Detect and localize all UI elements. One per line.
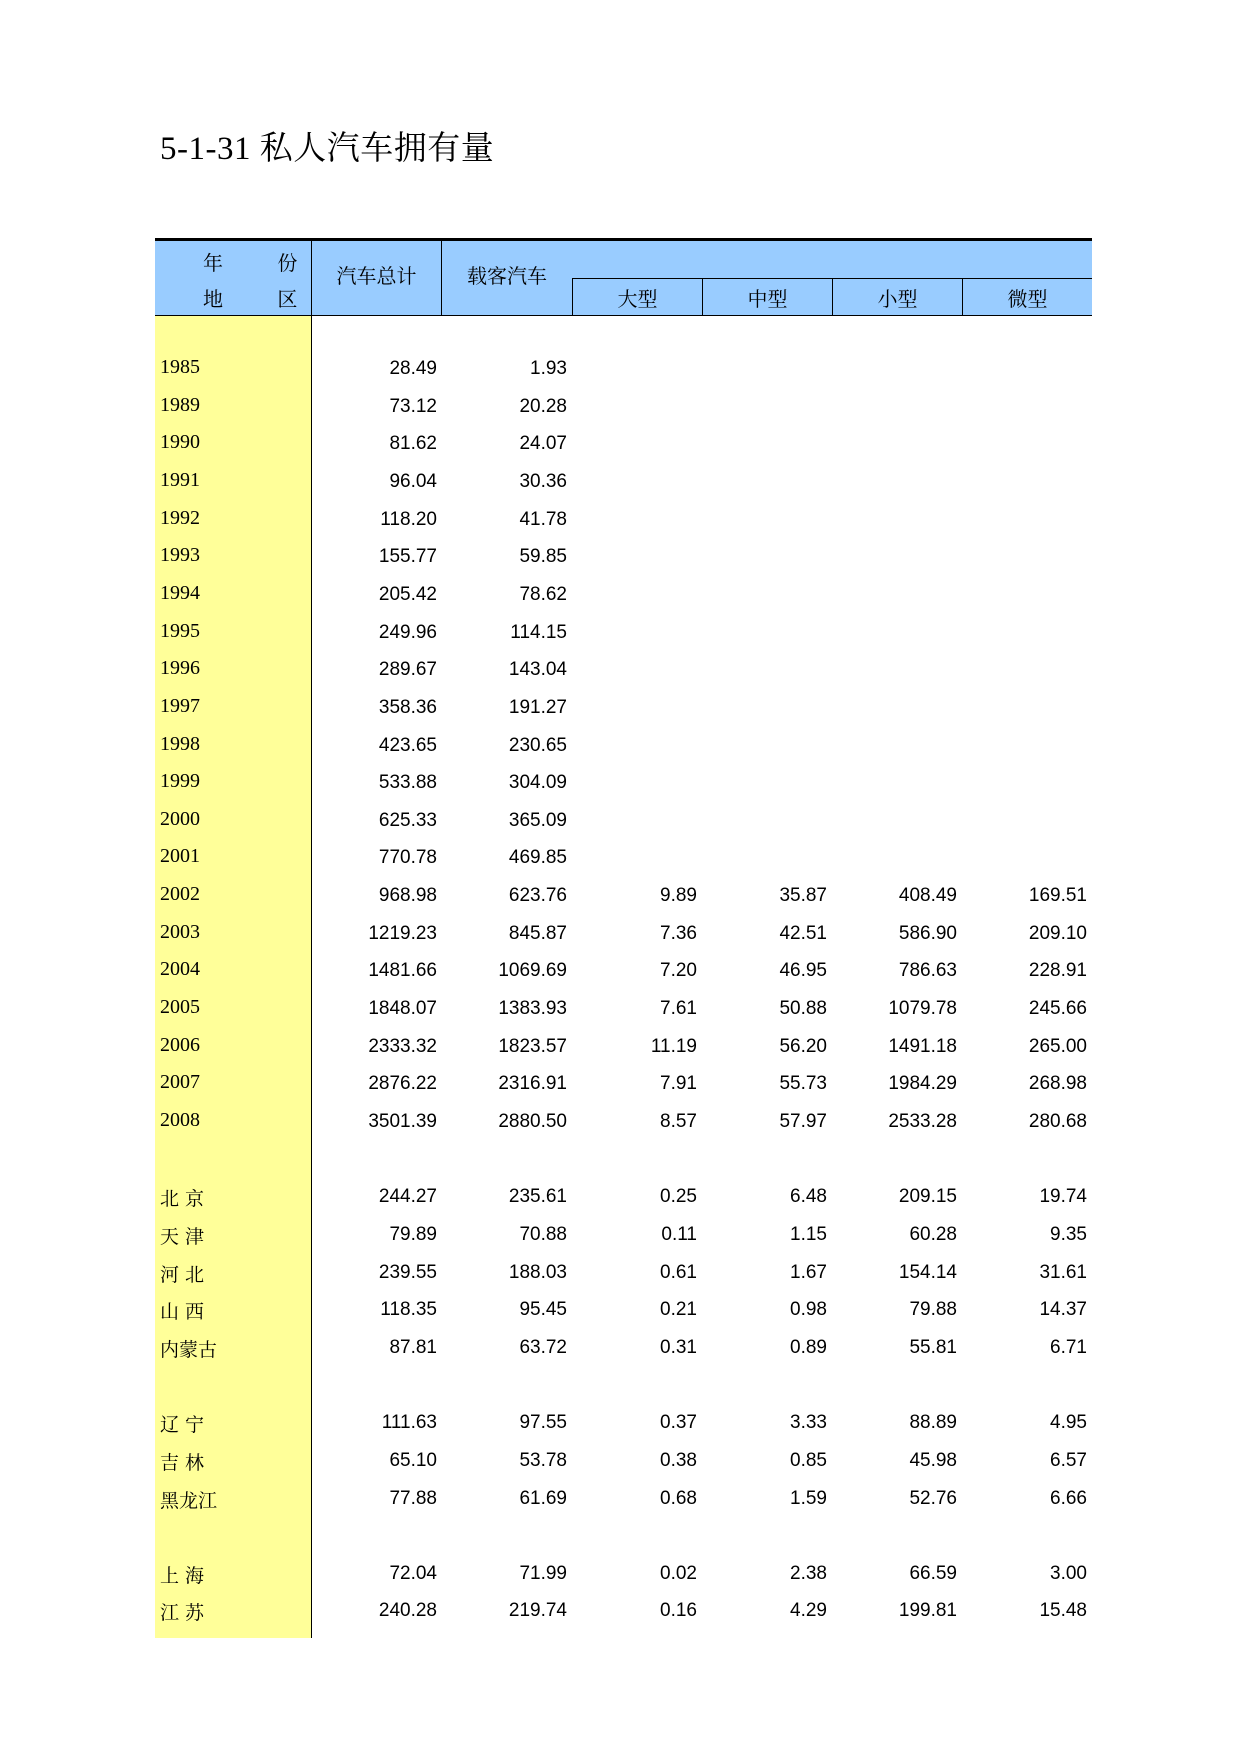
row-label: 北 京 <box>160 1188 205 1211</box>
row-label: 1989 <box>160 393 200 416</box>
table-cell: 24.07 <box>519 433 567 455</box>
table-row <box>155 389 1092 423</box>
table-row <box>155 991 1092 1025</box>
table-cell: 9.89 <box>660 885 697 907</box>
table-row <box>155 1556 1092 1590</box>
table-cell: 2333.32 <box>368 1035 437 1057</box>
table-cell: 4.95 <box>1050 1412 1087 1434</box>
header-total: 汽车总计 <box>312 241 442 315</box>
table-cell: 1.67 <box>790 1261 827 1283</box>
row-label: 天 津 <box>160 1225 205 1248</box>
table-cell: 1219.23 <box>368 922 437 944</box>
page-title: 5-1-31 私人汽车拥有量 <box>160 131 495 167</box>
table-cell: 1079.78 <box>888 998 957 1020</box>
table-cell: 7.91 <box>660 1073 697 1095</box>
table-cell: 88.89 <box>909 1412 957 1434</box>
table-cell: 79.89 <box>389 1223 437 1245</box>
table-cell: 1848.07 <box>368 998 437 1020</box>
row-label: 黑龙江 <box>160 1489 218 1512</box>
header-medium: 中型 <box>702 279 832 315</box>
row-label: 1990 <box>160 431 200 454</box>
table-cell: 0.89 <box>790 1336 827 1358</box>
row-label: 1999 <box>160 770 200 793</box>
table-cell: 586.90 <box>898 922 957 944</box>
header-mini: 微型 <box>962 279 1092 315</box>
table-cell: 1491.18 <box>888 1035 957 1057</box>
table-row <box>155 1443 1092 1477</box>
row-label: 山 西 <box>160 1301 205 1324</box>
table-cell: 1383.93 <box>498 998 567 1020</box>
table-row <box>155 539 1092 573</box>
table-cell: 56.20 <box>779 1035 827 1057</box>
table-cell: 71.99 <box>519 1562 567 1584</box>
table-row <box>155 1179 1092 1213</box>
table-cell: 95.45 <box>519 1299 567 1321</box>
row-label: 2002 <box>160 883 200 906</box>
table-row <box>155 1518 1092 1552</box>
table-cell: 6.48 <box>790 1186 827 1208</box>
table-cell: 249.96 <box>378 621 437 643</box>
table-cell: 0.85 <box>790 1449 827 1471</box>
table-cell: 14.37 <box>1039 1299 1087 1321</box>
table-row <box>155 1405 1092 1439</box>
table-cell: 230.65 <box>508 734 567 756</box>
table-cell: 155.77 <box>378 546 437 568</box>
table-cell: 4.29 <box>790 1600 827 1622</box>
table-cell: 154.14 <box>898 1261 957 1283</box>
table-cell: 0.11 <box>661 1223 697 1245</box>
table-row <box>155 1481 1092 1515</box>
row-label: 1985 <box>160 356 200 378</box>
table-cell: 770.78 <box>378 847 437 869</box>
table-row <box>155 351 1092 385</box>
table-cell: 0.31 <box>660 1336 697 1358</box>
table-cell: 50.88 <box>779 998 827 1020</box>
table-cell: 55.73 <box>779 1073 827 1095</box>
table-cell: 41.78 <box>519 508 567 530</box>
table-row <box>155 765 1092 799</box>
header-region-label: 地 区 <box>203 287 322 311</box>
table-cell: 70.88 <box>519 1223 567 1245</box>
table-cell: 423.65 <box>378 734 437 756</box>
table-cell: 15.48 <box>1039 1600 1087 1622</box>
table-row <box>155 840 1092 874</box>
table-cell: 1.59 <box>790 1487 827 1509</box>
table-cell: 1.93 <box>530 358 567 379</box>
row-label: 2007 <box>160 1071 200 1094</box>
row-label: 2008 <box>160 1109 200 1131</box>
table-cell: 1823.57 <box>498 1035 567 1057</box>
table-cell: 245.66 <box>1028 998 1087 1020</box>
table-cell: 244.27 <box>378 1186 437 1208</box>
table-cell: 77.88 <box>389 1487 437 1509</box>
row-label: 江 苏 <box>160 1602 205 1625</box>
table-row <box>155 426 1092 460</box>
table-cell: 35.87 <box>779 885 827 907</box>
table-cell: 118.20 <box>380 508 437 530</box>
table-row <box>155 1292 1092 1326</box>
table-cell: 0.37 <box>660 1412 697 1434</box>
row-label: 上 海 <box>160 1564 205 1587</box>
table-row <box>155 728 1092 762</box>
table-cell: 0.98 <box>790 1299 827 1321</box>
table-cell: 3501.39 <box>368 1111 437 1132</box>
table-cell: 63.72 <box>519 1336 567 1358</box>
table-row <box>155 690 1092 724</box>
row-label: 2006 <box>160 1033 200 1056</box>
table-cell: 72.04 <box>389 1562 437 1584</box>
row-label: 辽 宁 <box>160 1414 205 1437</box>
table-row <box>155 615 1092 649</box>
table-cell: 60.28 <box>909 1223 957 1245</box>
table-cell: 289.67 <box>378 659 437 681</box>
table-row <box>155 1142 1092 1176</box>
table-row <box>155 1029 1092 1063</box>
table-row <box>155 1217 1092 1251</box>
table-cell: 87.81 <box>389 1336 437 1358</box>
table-cell: 188.03 <box>508 1261 567 1283</box>
table-cell: 2880.50 <box>498 1111 567 1132</box>
table-cell: 111.63 <box>381 1412 437 1434</box>
table-cell: 31.61 <box>1039 1261 1087 1283</box>
row-label: 1993 <box>160 544 200 567</box>
table-cell: 235.61 <box>508 1186 567 1208</box>
table-cell: 358.36 <box>378 696 437 718</box>
row-label: 内蒙古 <box>160 1338 218 1361</box>
table-cell: 73.12 <box>389 395 437 417</box>
row-label: 1996 <box>160 657 200 680</box>
table-row <box>155 803 1092 837</box>
table-cell: 28.49 <box>389 358 437 379</box>
table-cell: 365.09 <box>508 809 567 831</box>
table-cell: 118.35 <box>380 1299 437 1321</box>
table-cell: 96.04 <box>389 470 437 492</box>
table-cell: 1069.69 <box>498 960 567 982</box>
row-label: 2003 <box>160 920 200 943</box>
table-cell: 66.59 <box>909 1562 957 1584</box>
table-cell: 219.74 <box>508 1600 567 1622</box>
table-cell: 8.57 <box>660 1111 697 1132</box>
header-year-label: 年 份 <box>203 251 322 275</box>
table-cell: 6.66 <box>1050 1487 1087 1509</box>
table-cell: 2316.91 <box>498 1073 567 1095</box>
table-cell: 191.27 <box>508 696 567 718</box>
table-cell: 280.68 <box>1028 1111 1087 1132</box>
table-row <box>155 878 1092 912</box>
table-cell: 20.28 <box>519 395 567 417</box>
data-table <box>155 238 1092 1638</box>
table-row <box>155 652 1092 686</box>
table-cell: 0.68 <box>660 1487 697 1509</box>
table-row <box>155 1593 1092 1627</box>
table-cell: 625.33 <box>378 809 437 831</box>
table-cell: 2533.28 <box>888 1111 957 1132</box>
table-row <box>155 1066 1092 1100</box>
table-cell: 199.81 <box>898 1600 957 1622</box>
row-label: 1998 <box>160 732 200 755</box>
table-row <box>155 1104 1092 1138</box>
table-cell: 6.71 <box>1050 1336 1087 1358</box>
header-small: 小型 <box>832 279 962 315</box>
table-cell: 968.98 <box>378 885 437 907</box>
row-label: 2005 <box>160 996 200 1019</box>
table-cell: 239.55 <box>378 1261 437 1283</box>
table-cell: 786.63 <box>898 960 957 982</box>
table-cell: 11.19 <box>650 1035 697 1057</box>
table-cell: 7.20 <box>660 960 697 982</box>
table-cell: 7.36 <box>660 922 697 944</box>
row-label: 2001 <box>160 845 200 868</box>
table-cell: 143.04 <box>508 659 567 681</box>
table-row <box>155 502 1092 536</box>
row-label: 1997 <box>160 694 200 717</box>
table-cell: 1481.66 <box>368 960 437 982</box>
table-cell: 169.51 <box>1028 885 1087 907</box>
table-cell: 209.10 <box>1028 922 1087 944</box>
table-cell: 0.38 <box>660 1449 697 1471</box>
row-label: 2000 <box>160 807 200 830</box>
table-cell: 7.61 <box>660 998 697 1020</box>
table-row <box>155 1255 1092 1289</box>
table-cell: 9.35 <box>1050 1223 1087 1245</box>
table-cell: 79.88 <box>909 1299 957 1321</box>
table-cell: 46.95 <box>779 960 827 982</box>
table-cell: 0.25 <box>660 1186 697 1208</box>
table-cell: 265.00 <box>1028 1035 1087 1057</box>
row-label: 河 北 <box>160 1263 205 1286</box>
table-row <box>155 1330 1092 1364</box>
row-label: 2004 <box>160 958 200 981</box>
table-row <box>155 1368 1092 1402</box>
table-cell: 0.16 <box>660 1600 697 1622</box>
table-cell: 304.09 <box>508 772 567 794</box>
table-cell: 0.02 <box>660 1562 697 1584</box>
table-cell: 3.33 <box>790 1412 827 1434</box>
table-cell: 408.49 <box>898 885 957 907</box>
table-cell: 42.51 <box>779 922 827 944</box>
table-cell: 0.61 <box>660 1261 697 1283</box>
table-cell: 209.15 <box>898 1186 957 1208</box>
table-cell: 53.78 <box>519 1449 567 1471</box>
table-cell: 2876.22 <box>368 1073 437 1095</box>
header-passenger: 载客汽车 <box>467 263 547 288</box>
table-cell: 623.76 <box>508 885 567 907</box>
header-year-region-cell <box>155 241 322 315</box>
table-cell: 469.85 <box>508 847 567 869</box>
table-cell: 61.69 <box>519 1487 567 1509</box>
table-cell: 81.62 <box>389 433 437 455</box>
table-cell: 2.38 <box>790 1562 827 1584</box>
table-cell: 1984.29 <box>888 1073 957 1095</box>
table-cell: 57.97 <box>779 1111 827 1132</box>
table-cell: 533.88 <box>378 772 437 794</box>
table-cell: 1.15 <box>790 1223 827 1245</box>
table-row <box>155 464 1092 498</box>
table-cell: 0.21 <box>660 1299 697 1321</box>
table-cell: 78.62 <box>519 583 567 605</box>
table-cell: 3.00 <box>1050 1562 1087 1584</box>
table-cell: 52.76 <box>909 1487 957 1509</box>
row-label: 1995 <box>160 619 200 642</box>
table-row <box>155 916 1092 950</box>
table-row <box>155 953 1092 987</box>
row-label: 吉 林 <box>160 1451 205 1474</box>
table-cell: 268.98 <box>1028 1073 1087 1095</box>
table-cell: 228.91 <box>1028 960 1087 982</box>
row-label: 1991 <box>160 468 200 491</box>
table-cell: 55.81 <box>909 1336 957 1358</box>
table-cell: 205.42 <box>378 583 437 605</box>
table-cell: 19.74 <box>1039 1186 1087 1208</box>
row-label: 1992 <box>160 506 200 529</box>
table-header <box>155 241 1092 316</box>
row-label: 1994 <box>160 581 200 604</box>
table-cell: 97.55 <box>519 1412 567 1434</box>
table-cell: 240.28 <box>378 1600 437 1622</box>
table-cell: 6.57 <box>1050 1449 1087 1471</box>
table-cell: 45.98 <box>909 1449 957 1471</box>
table-row <box>155 577 1092 611</box>
table-cell: 30.36 <box>519 470 567 492</box>
table-cell: 845.87 <box>508 922 567 944</box>
table-cell: 65.10 <box>389 1449 437 1471</box>
header-large: 大型 <box>572 279 702 315</box>
table-cell: 114.15 <box>510 621 567 643</box>
table-cell: 59.85 <box>519 546 567 568</box>
